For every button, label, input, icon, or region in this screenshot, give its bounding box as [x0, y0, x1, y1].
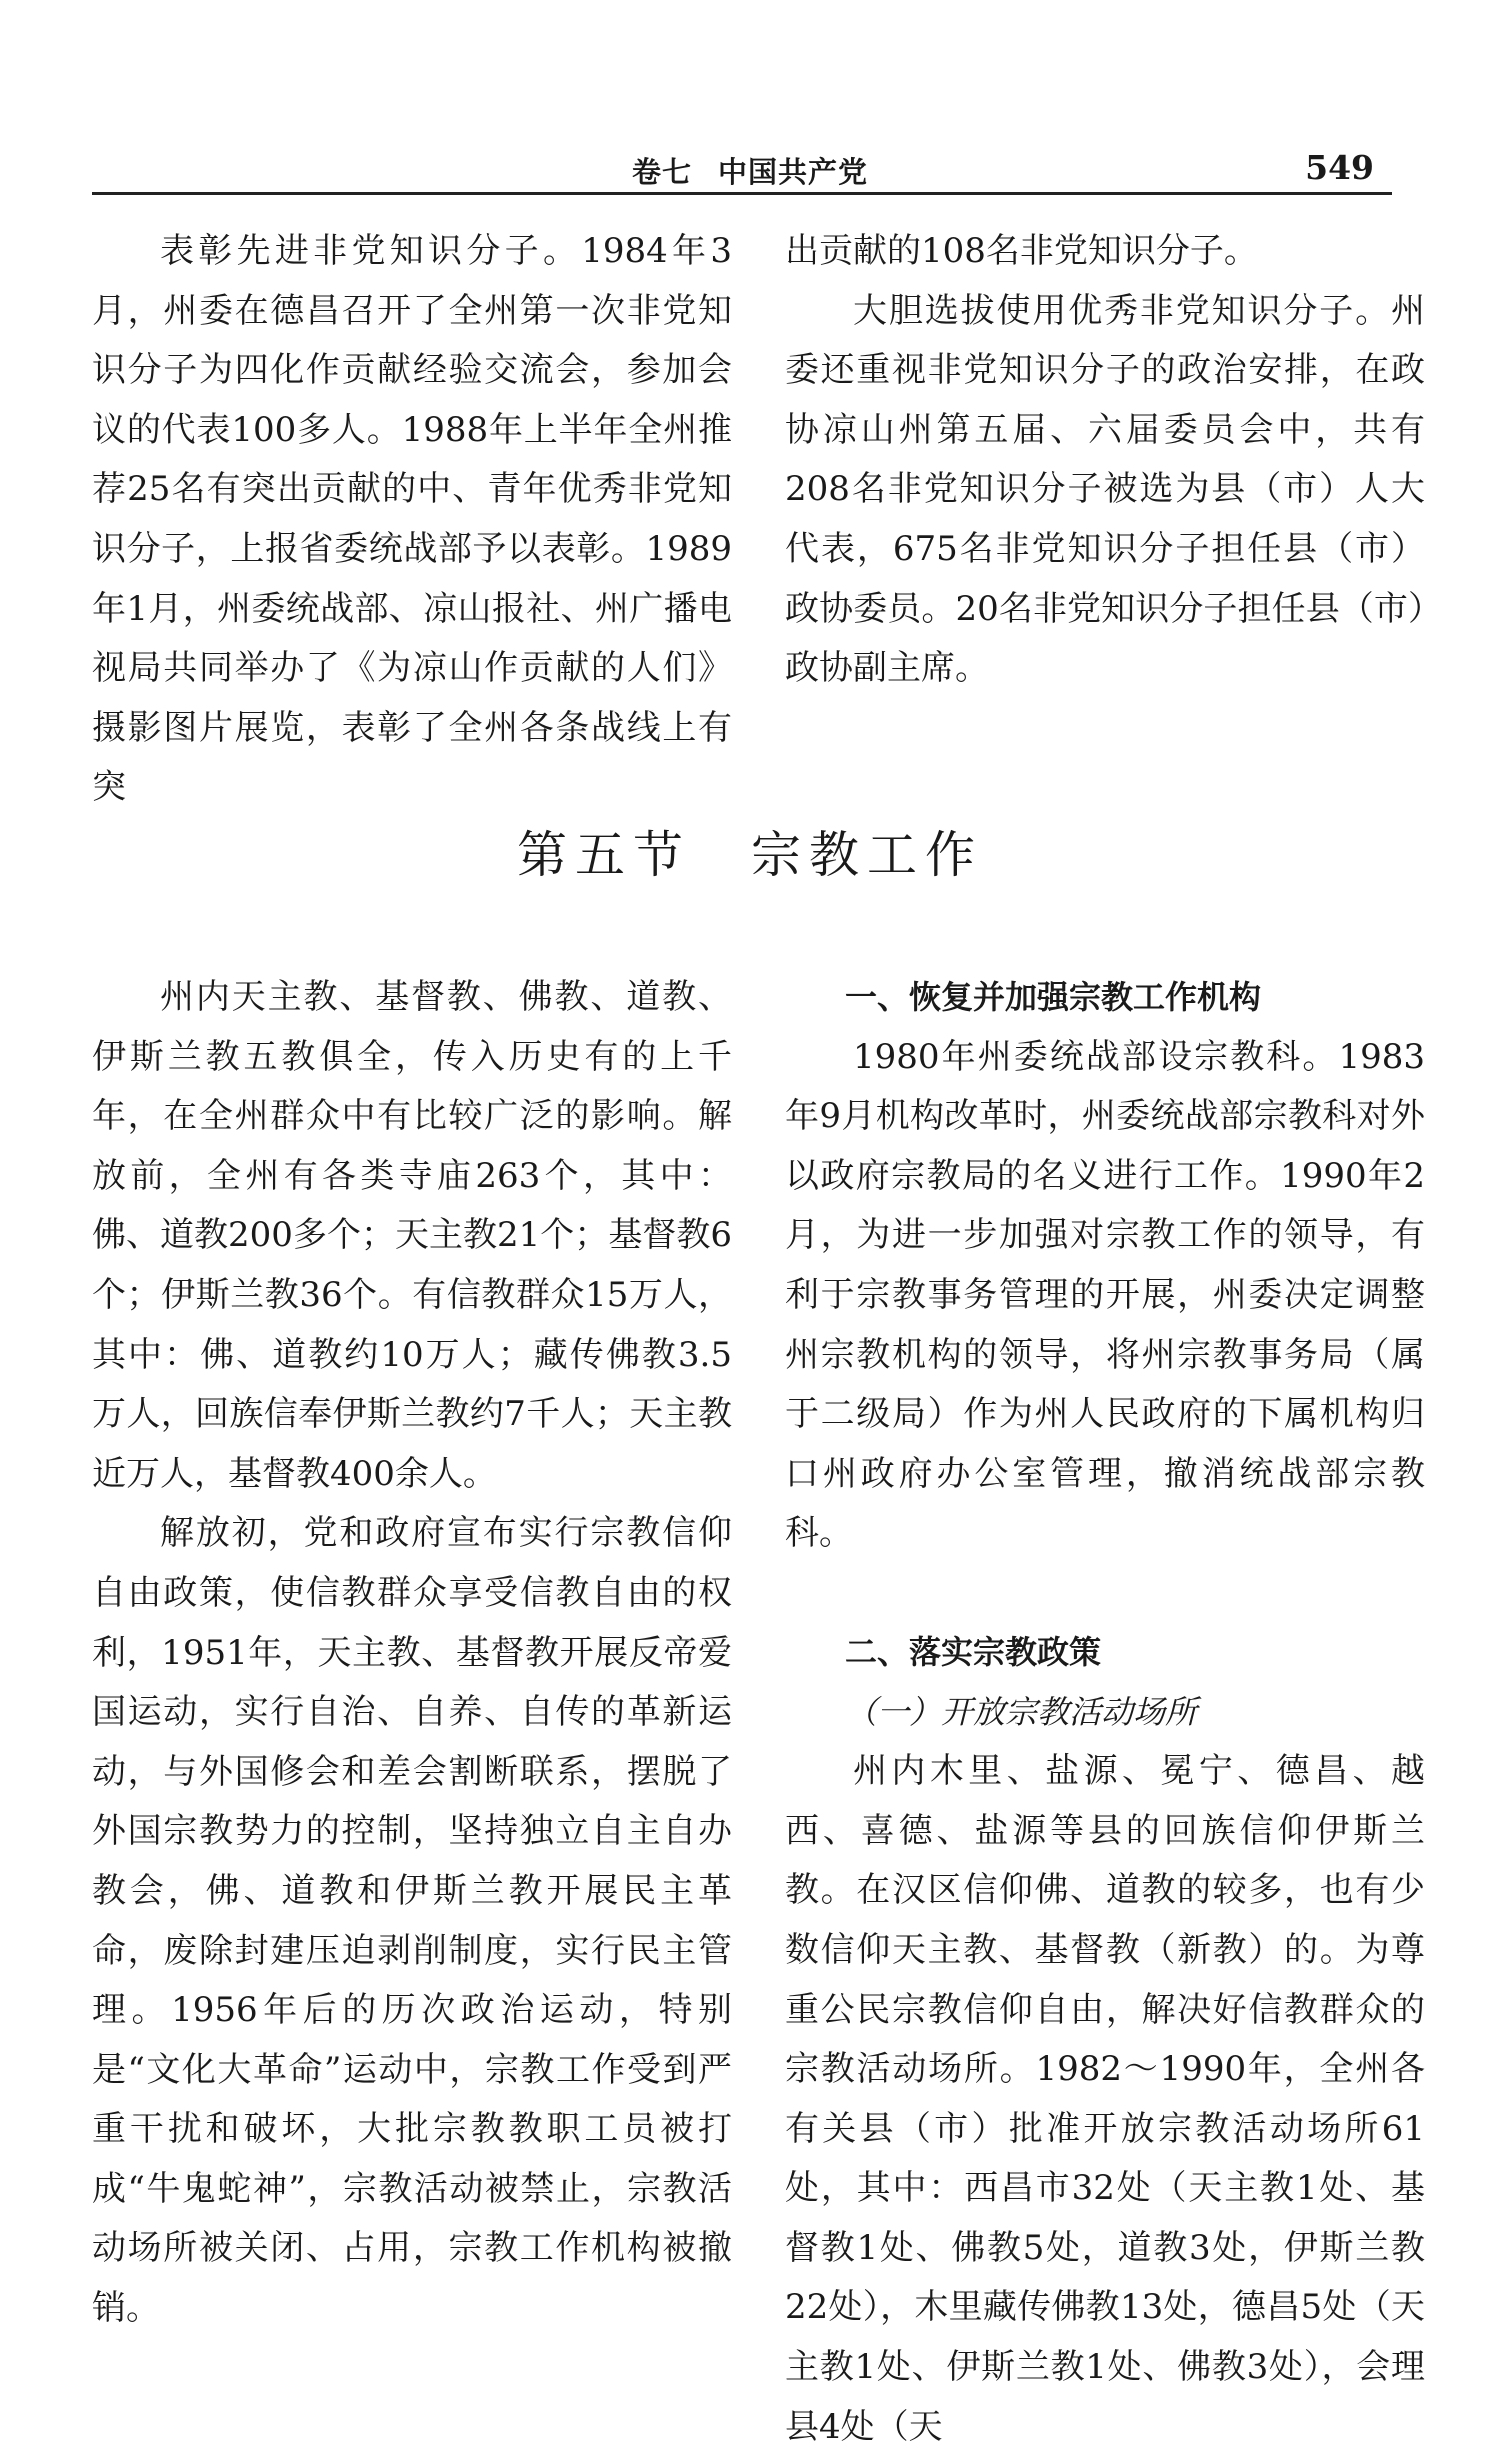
top-right-column	[785, 222, 1425, 699]
page-number: 549	[1305, 148, 1374, 187]
section-number: 第五节	[517, 826, 691, 884]
subsection-heading: 二、落实宗教政策	[845, 1632, 1102, 1671]
paragraph: 州内木里、盐源、冕宁、德昌、越西、喜德、盐源等县的回族信仰伊斯兰教。在汉区信仰佛、道教的较多，也有少数信仰天主教、基督教（新教）的。为尊重公民宗教信仰自由，解决好信教群众的宗教活动场所。1982～1990年，全州各有关县（市）批准开放宗教活动场所61处，其中：西昌市32处（天主教1处、基督教1处、佛教5处，道教3处，伊斯兰教22处），木里藏传佛教13处，德昌5处（天主教1处、伊斯兰教1处、佛教3处），会理县4处（天	[785, 1751, 1425, 2447]
main-right-column	[785, 968, 1425, 2457]
section-name: 宗教工作	[751, 826, 983, 884]
top-left-column	[92, 222, 732, 818]
paragraph: 大胆选拔使用优秀非党知识分子。州委还重视非党知识分子的政治安排，在政协凉山州第五届、六届委员会中，共有208名非党知识分子被选为县（市）人大代表，675名非党知识分子担任县（市）政协委员。20名非党知识分子担任县（市）政协副主席。	[785, 290, 1425, 689]
paragraph: 州内天主教、基督教、佛教、道教、伊斯兰教五教俱全，传入历史有的上千年，在全州群众中有比较广泛的影响。解放前，全州有各类寺庙263个，其中：佛、道教200多个；天主教21个；基督教6个；伊斯兰教36个。有信教群众15万人，其中：佛、道教约10万人；藏传佛教3.5万人，回族信奉伊斯兰教约7千人；天主教近万人，基督教400余人。	[92, 977, 732, 1494]
sub-subsection-heading: （一）开放宗教活动场所	[845, 1692, 1198, 1731]
section-title	[0, 815, 1500, 887]
volume-label: 卷七	[632, 155, 693, 189]
spacer	[785, 1564, 1425, 1623]
main-left-column	[92, 968, 732, 2339]
paragraph-continuation: 出贡献的108名非党知识分子。	[785, 231, 1258, 271]
paragraph: 解放初，党和政府宣布实行宗教信仰自由政策，使信教群众享受信教自由的权利，1951年，天主教、基督教开展反帝爱国运动，实行自治、自养、自传的革新运动，与外国修会和差会割断联系，摆脱了外国宗教势力的控制，坚持独立自主自办教会，佛、道教和伊斯兰教开展民主革命，废除封建压迫剥削制度，实行民主管理。1956年后的历次政治运动，特别是“文化大革命”运动中，宗教工作受到严重干扰和破坏，大批宗教教职工员被打成“牛鬼蛇神”，宗教活动被禁止，宗教活动场所被关闭、占用，宗教工作机构被撤销。	[92, 1513, 732, 2329]
running-title	[632, 150, 868, 191]
page-header	[92, 140, 1392, 195]
chapter-label: 中国共产党	[718, 155, 869, 189]
subsection-heading: 一、恢复并加强宗教工作机构	[845, 978, 1262, 1016]
paragraph: 表彰先进非党知识分子。1984年3月，州委在德昌召开了全州第一次非党知识分子为四化作贡献经验交流会，参加会议的代表100多人。1988年上半年全州推荐25名有突出贡献的中、青年优秀非党知识分子，上报省委统战部予以表彰。1989年1月，州委统战部、凉山报社、州广播电视局共同举办了《为凉山作贡献的人们》摄影图片展览，表彰了全州各条战线上有突	[92, 231, 732, 808]
paragraph: 1980年州委统战部设宗教科。1983年9月机构改革时，州委统战部宗教科对外以政府宗教局的名义进行工作。1990年2月，为进一步加强对宗教工作的领导，有利于宗教事务管理的开展，州委决定调整州宗教机构的领导，将州宗教事务局（属于二级局）作为州人民政府的下属机构归口州政府办公室管理，撤消统战部宗教科。	[785, 1036, 1425, 1554]
